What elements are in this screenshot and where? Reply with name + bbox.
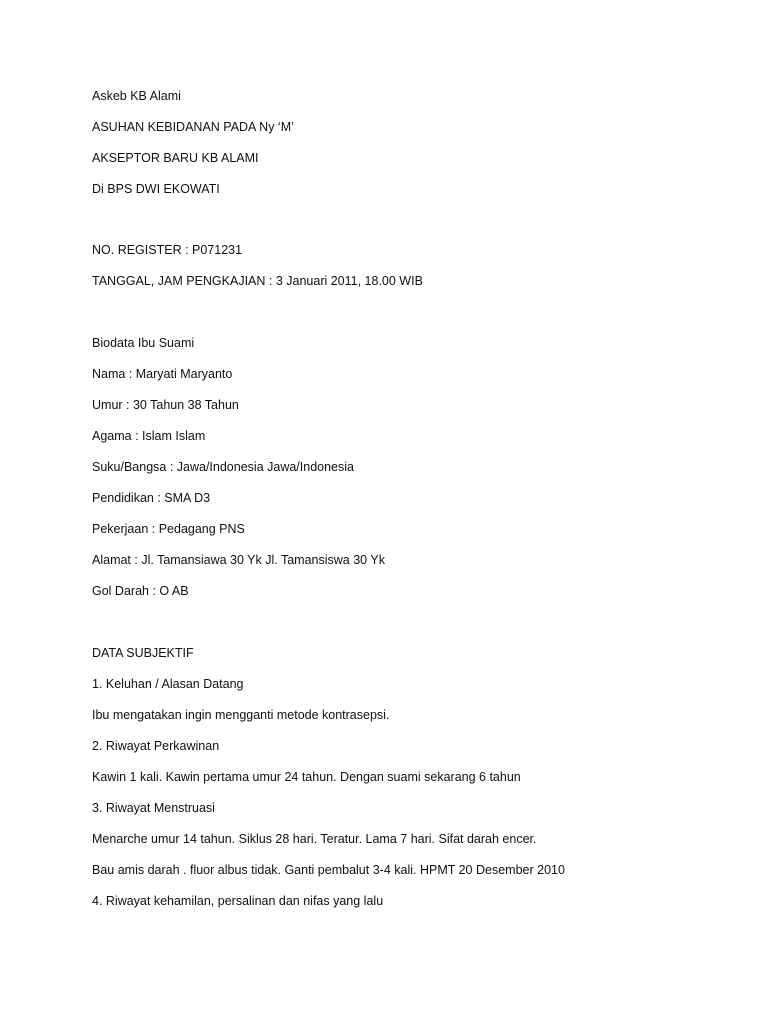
item-keluhan-heading: 1. Keluhan / Alasan Datang	[92, 677, 244, 691]
register-number: NO. REGISTER : P071231	[92, 243, 243, 257]
biodata-heading: Biodata Ibu Suami	[92, 336, 195, 350]
item-menstruasi-text-2: Bau amis darah . fluor albus tidak. Ganti pembalut 3-4 kali. HPMT 20 Desember 2010	[92, 863, 565, 877]
biodata-pendidikan: Pendidikan : SMA D3	[92, 491, 211, 505]
biodata-suku-bangsa: Suku/Bangsa : Jawa/Indonesia Jawa/Indonesia	[92, 460, 354, 474]
biodata-pekerjaan: Pekerjaan : Pedagang PNS	[92, 522, 245, 536]
item-perkawinan-heading: 2. Riwayat Perkawinan	[92, 739, 220, 753]
doc-heading-asuhan: ASUHAN KEBIDANAN PADA Ny ‘M’	[92, 120, 294, 134]
assessment-date: TANGGAL, JAM PENGKAJIAN : 3 Januari 2011, 18.00 WIB	[92, 274, 423, 288]
item-menstruasi-text-1: Menarche umur 14 tahun. Siklus 28 hari. Teratur. Lama 7 hari. Sifat darah encer.	[92, 832, 537, 846]
item-menstruasi-heading: 3. Riwayat Menstruasi	[92, 801, 215, 815]
biodata-alamat: Alamat : Jl. Tamansiawa 30 Yk Jl. Tamansiswa 30 Yk	[92, 553, 385, 567]
biodata-umur: Umur : 30 Tahun 38 Tahun	[92, 398, 239, 412]
biodata-agama: Agama : Islam Islam	[92, 429, 206, 443]
doc-heading-location: Di BPS DWI EKOWATI	[92, 182, 220, 196]
biodata-nama: Nama : Maryati Maryanto	[92, 367, 233, 381]
item-riwayat-kehamilan-heading: 4. Riwayat kehamilan, persalinan dan nifas yang lalu	[92, 894, 384, 908]
doc-title: Askeb KB Alami	[92, 89, 181, 103]
doc-heading-akseptor: AKSEPTOR BARU KB ALAMI	[92, 151, 259, 165]
item-keluhan-text: Ibu mengatakan ingin mengganti metode kontrasepsi.	[92, 708, 390, 722]
biodata-gol-darah: Gol Darah : O AB	[92, 584, 189, 598]
section-data-subjektif: DATA SUBJEKTIF	[92, 646, 194, 660]
item-perkawinan-text: Kawin 1 kali. Kawin pertama umur 24 tahun. Dengan suami sekarang 6 tahun	[92, 770, 521, 784]
